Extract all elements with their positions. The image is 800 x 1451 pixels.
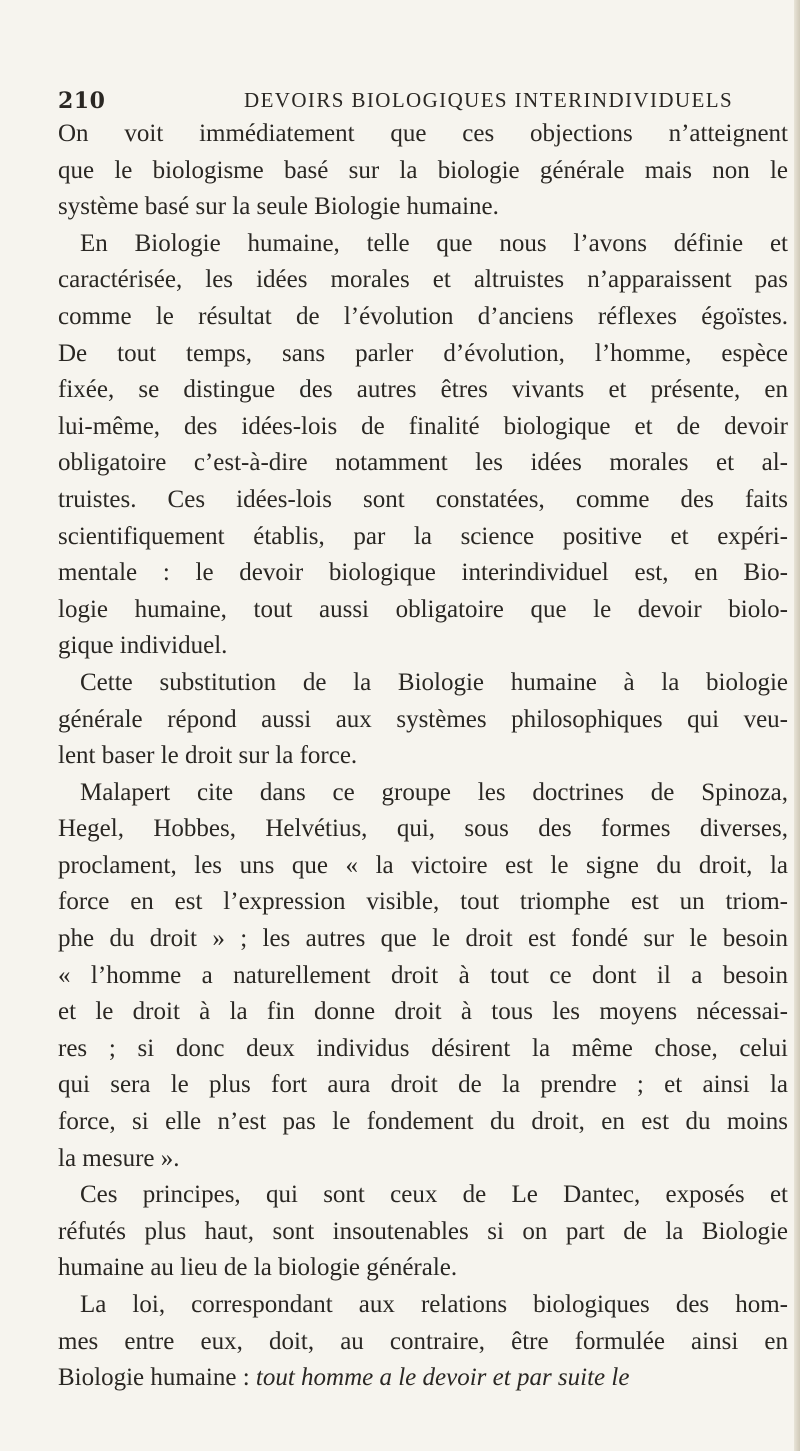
text-line: gique individuel. bbox=[58, 632, 228, 660]
text-line: Cette substitution de la Biologie humaine à la biologie bbox=[80, 668, 788, 696]
text-line: logie humaine, tout aussi obligatoire que le devoir biolo- bbox=[58, 595, 788, 623]
text-line: système basé sur la seule Biologie humaine. bbox=[58, 193, 499, 221]
text-line: lui-même, des idées-lois de finalité biologique et de devoir bbox=[58, 412, 788, 440]
text-line: force en est l’expression visible, tout triomphe est un triom- bbox=[58, 888, 788, 916]
text-line: obligatoire c’est-à-dire notamment les idées morales et al- bbox=[58, 449, 788, 477]
text-line: générale répond aussi aux systèmes philosophiques qui veu- bbox=[58, 705, 788, 733]
page-number: 210 bbox=[58, 88, 106, 114]
text-line: truistes. Ces idées-lois sont constatées, comme des faits bbox=[58, 485, 788, 513]
text-line: comme le résultat de l’évolution d’anciens réflexes égoïstes. bbox=[58, 302, 788, 330]
text-line: et le droit à la fin donne droit à tous les moyens nécessai- bbox=[58, 998, 788, 1026]
text-line: Ces principes, qui sont ceux de Le Dantec, exposés et bbox=[80, 1181, 788, 1209]
body-text bbox=[58, 116, 788, 1397]
text-line: la mesure ». bbox=[58, 1144, 180, 1172]
text-line: Hegel, Hobbes, Helvétius, qui, sous des formes diverses, bbox=[58, 815, 788, 843]
text-line-last bbox=[58, 1360, 788, 1397]
text-italic: tout homme a le devoir et par suite le bbox=[255, 1364, 630, 1392]
text-line: force, si elle n’est pas le fondement du droit, en est du moins bbox=[58, 1108, 788, 1136]
text-line: réfutés plus haut, sont insoutenables si on part de la Biologie bbox=[58, 1217, 788, 1245]
text-line: proclament, les uns que « la victoire est le signe du droit, la bbox=[58, 851, 788, 879]
text-line: En Biologie humaine, telle que nous l’avons définie et bbox=[80, 229, 788, 257]
text-line: « l’homme a naturellement droit à tout ce dont il a besoin bbox=[58, 961, 788, 989]
text-line: caractérisée, les idées morales et altruistes n’apparaissent pas bbox=[58, 266, 788, 294]
text-line: res ; si donc deux individus désirent la même chose, celui bbox=[58, 1034, 788, 1062]
text-line: fixée, se distingue des autres êtres vivants et présente, en bbox=[58, 376, 788, 404]
text-line: Malapert cite dans ce groupe les doctrines de Spinoza, bbox=[80, 778, 788, 806]
text-line: La loi, correspondant aux relations biologiques des hom- bbox=[80, 1291, 788, 1318]
text-line: mentale : le devoir biologique interindividuel est, en Bio- bbox=[58, 559, 788, 587]
text-line: lent baser le droit sur la force. bbox=[58, 742, 358, 770]
text-line: On voit immédiatement que ces objections n’atteignent bbox=[58, 120, 788, 147]
text-line: scientifiquement établis, par la science positive et expéri- bbox=[58, 522, 788, 550]
text-line: que le biologisme basé sur la biologie générale mais non le bbox=[58, 156, 788, 184]
text-line: qui sera le plus fort aura droit de la prendre ; et ainsi la bbox=[58, 1071, 788, 1099]
text-line: mes entre eux, doit, au contraire, être formulée ainsi en bbox=[58, 1327, 788, 1355]
page-edge-shadow bbox=[794, 0, 800, 1451]
text-regular: Biologie humaine : bbox=[58, 1364, 256, 1392]
text-line: phe du droit » ; les autres que le droit est fondé sur le besoin bbox=[58, 925, 788, 953]
text-line: De tout temps, sans parler d’évolution, l’homme, espèce bbox=[58, 339, 788, 367]
running-head: DEVOIRS BIOLOGIQUES INTERINDIVIDUELS bbox=[244, 88, 734, 112]
text-line: humaine au lieu de la biologie générale. bbox=[58, 1254, 458, 1282]
